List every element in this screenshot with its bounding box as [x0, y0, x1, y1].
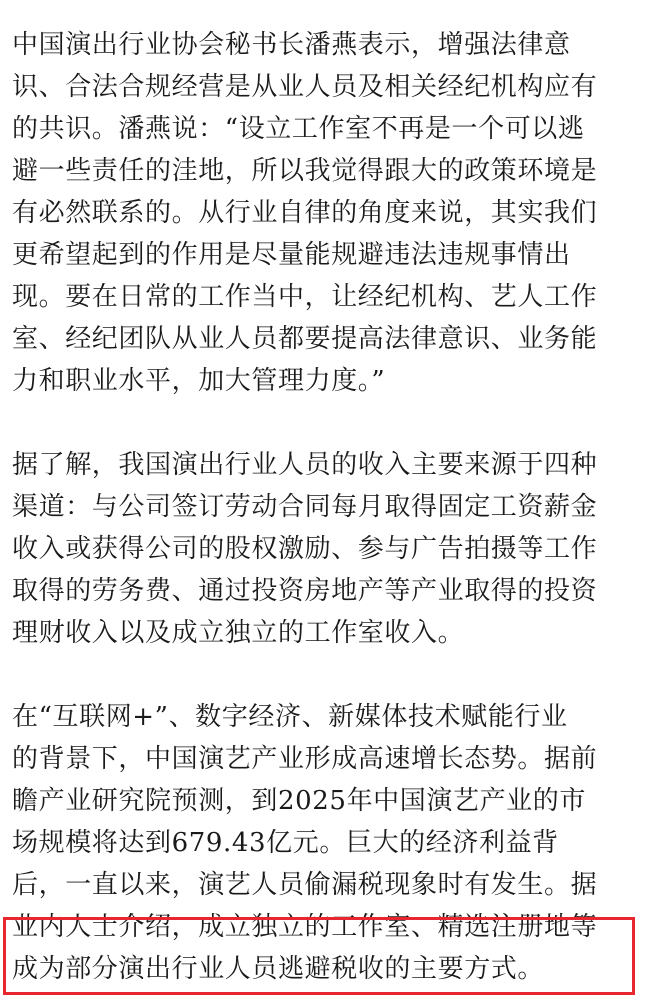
text-line: 理财收入以及成立独立的工作室收入。	[12, 618, 465, 648]
text-line: 中国演出行业协会秘书长潘燕表示，增强法律意	[12, 30, 571, 60]
text-line: 业内人士介绍，成立独立的工作室、精选注册地等	[12, 912, 598, 942]
text-line: 室、经纪团队从业人员都要提高法律意识、业务能	[12, 324, 598, 354]
text-line: 的共识。潘燕说：“设立工作室不再是一个可以逃	[12, 114, 585, 144]
text-line: 在“互联网+”、数字经济、新媒体技术赋能行业	[12, 702, 568, 732]
text-line: 识、合法合规经营是从业人员及相关经纪机构应有	[12, 72, 598, 102]
text-line: 瞻产业研究院预测，到2025年中国演艺产业的市	[12, 786, 586, 816]
text-line: 渠道：与公司签订劳动合同每月取得固定工资薪金	[12, 492, 598, 522]
paragraph-2	[12, 444, 642, 654]
paragraph-1	[12, 24, 642, 402]
text-line: 避一些责任的洼地，所以我觉得跟大的政策环境是	[12, 156, 598, 186]
text-line: 现。要在日常的工作当中，让经纪机构、艺人工作	[12, 282, 598, 312]
text-line: 据了解，我国演出行业人员的收入主要来源于四种	[12, 450, 598, 480]
text-line: 后，一直以来，演艺人员偷漏税现象时有发生。据	[12, 870, 598, 900]
text-line: 成为部分演出行业人员逃避税收的主要方式。	[12, 954, 545, 984]
text-line: 力和职业水平，加大管理力度。”	[12, 366, 386, 396]
text-line: 取得的劳务费、通过投资房地产等产业取得的投资	[12, 576, 598, 606]
text-line: 更希望起到的作用是尽量能规避违法违规事情出	[12, 240, 571, 270]
text-line: 场规模将达到679.43亿元。巨大的经济利益背	[12, 828, 559, 858]
text-line: 有必然联系的。从行业自律的角度来说，其实我们	[12, 198, 598, 228]
text-line: 的背景下，中国演艺产业形成高速增长态势。据前	[12, 744, 598, 774]
text-line: 收入或获得公司的股权激励、参与广告拍摄等工作	[12, 534, 598, 564]
red-highlight-box	[3, 917, 635, 995]
